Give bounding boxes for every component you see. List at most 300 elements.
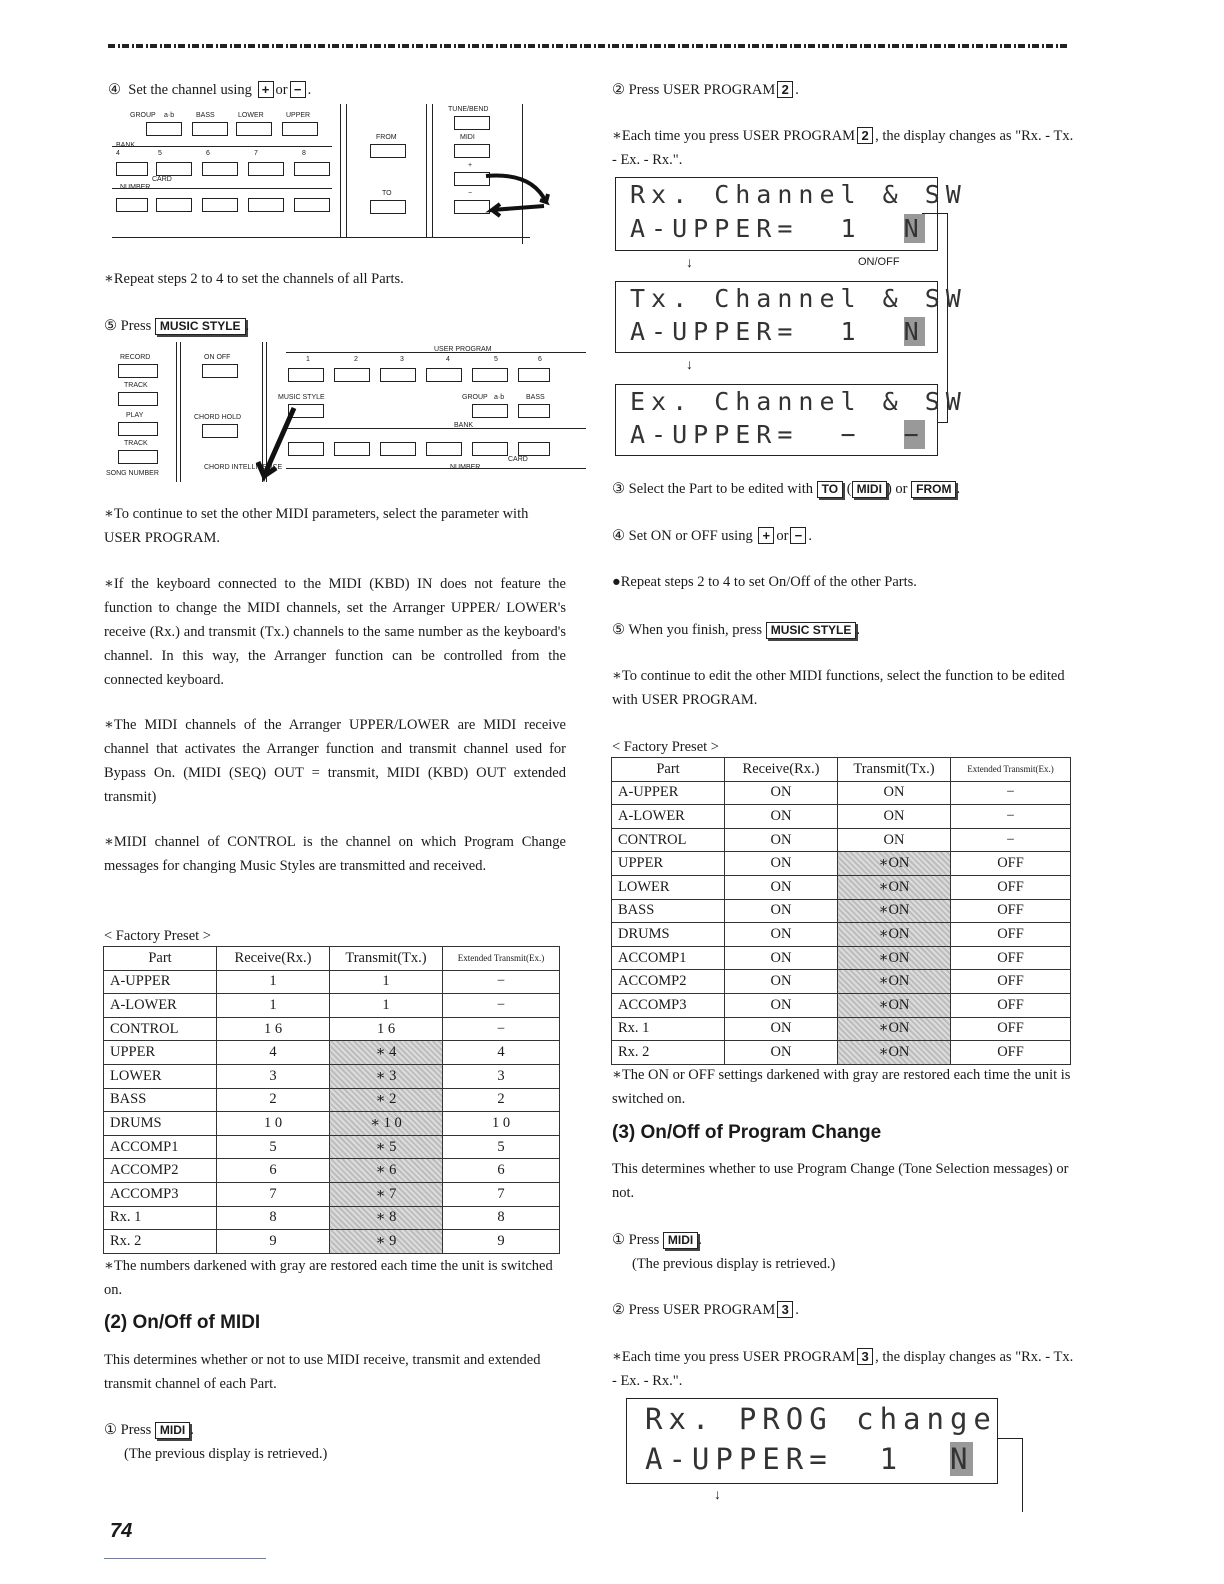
table-cell: ON	[838, 828, 951, 852]
table-cell: ∗ 1 0	[330, 1112, 443, 1136]
right-step1: ① Press MIDI .	[612, 1232, 702, 1248]
table-row	[612, 899, 1071, 923]
panel-label: TUNE/BEND	[448, 106, 489, 113]
down-arrow-icon: ↓	[714, 1488, 721, 1503]
repeat-note: ∗Repeat steps 2 to 4 to set the channels of all Parts.	[104, 271, 404, 287]
note-continue: ∗To continue to set the other MIDI parameters, select the parameter with USER PROGRAM.	[104, 506, 529, 546]
table-cell: ACCOMP1	[104, 1135, 217, 1159]
text: , the display changes as "Rx. - Tx. - Ex. - Rx.".	[612, 128, 1074, 168]
panel-num: 4	[446, 356, 450, 363]
section-body: This determines whether to use Program Change (Tone Selection messages) or not.	[612, 1161, 1069, 1201]
track-button-2[interactable]	[118, 450, 158, 464]
pointer-arrow-icon	[254, 402, 304, 482]
panel-num: 3	[400, 356, 404, 363]
table-cell: 1 6	[217, 1017, 330, 1041]
table-cell: ∗ 7	[330, 1182, 443, 1206]
table-row	[612, 1017, 1071, 1041]
panel-num: 5	[158, 150, 162, 157]
lcd-row: Rx. PROG change	[645, 1402, 997, 1436]
column-header: Receive(Rx.)	[217, 947, 330, 971]
table-cell: Rx. 1	[612, 1017, 725, 1041]
record-button[interactable]	[118, 364, 158, 378]
user-program-1[interactable]	[288, 368, 324, 382]
table-row	[612, 946, 1071, 970]
column-header: Extended Transmit(Ex.)	[951, 758, 1071, 782]
table-cell: OFF	[951, 1041, 1071, 1065]
text: ∗Each time you press USER PROGRAM	[612, 1349, 856, 1365]
table-cell: ON	[725, 923, 838, 947]
table-cell: ON	[725, 875, 838, 899]
table-cell: BASS	[104, 1088, 217, 1112]
table-header-row	[104, 947, 560, 971]
table-cell: 1 0	[443, 1112, 560, 1136]
table-cell: CONTROL	[612, 828, 725, 852]
number-button-8[interactable]	[294, 198, 330, 212]
table-cell: BASS	[612, 899, 725, 923]
table-cell: 1	[330, 994, 443, 1018]
panel-illustration-music-style	[106, 342, 586, 482]
number-button-6[interactable]	[202, 198, 238, 212]
factory-preset-title: < Factory Preset >	[104, 928, 211, 944]
table-cell: ∗ 9	[330, 1230, 443, 1254]
text: ∗Each time you press USER PROGRAM	[612, 128, 856, 144]
bank-button-7[interactable]	[248, 162, 284, 176]
note-channels: ∗The MIDI channels of the Arranger UPPER/LOWER are MIDI receive channel that activates the Arranger function and transmit channel used for Bypass On. (MIDI (SEQ) OUT = transmit, MIDI (KBD) OUT extended transmit)	[104, 717, 566, 805]
table-cell: ∗ON	[838, 852, 951, 876]
step-text: Press	[120, 318, 152, 334]
table-cell: ∗ 5	[330, 1135, 443, 1159]
table-cell: 5	[443, 1135, 560, 1159]
panel-label: LOWER	[238, 112, 264, 119]
number-button-7[interactable]	[248, 198, 284, 212]
panel-num: 1	[306, 356, 310, 363]
table-cell: ON	[725, 828, 838, 852]
chord-hold-button[interactable]	[202, 424, 238, 438]
step-number: ④	[108, 82, 121, 98]
panel-label: NUMBER	[450, 464, 481, 471]
lcd-tx-channel	[615, 281, 967, 353]
or-text: or	[776, 528, 789, 544]
table-cell: 9	[443, 1230, 560, 1254]
table-cell: OFF	[951, 852, 1071, 876]
table-cell: UPPER	[104, 1041, 217, 1065]
table-cell: ON	[725, 970, 838, 994]
step-text: Select the Part to be edited with	[628, 481, 814, 497]
bank-button-5[interactable]	[472, 442, 508, 456]
step-note: (The previous display is retrieved.)	[124, 1446, 328, 1462]
step-text: Press	[628, 1232, 660, 1248]
music-style-key[interactable]: MUSIC STYLE	[155, 318, 246, 335]
section-body: This determines whether or not to use MIDI receive, transmit and extended transmit channel of each Part.	[104, 1352, 541, 1392]
panel-label: a·b	[494, 394, 505, 401]
table-cell: Rx. 2	[104, 1230, 217, 1254]
tune-bend-button[interactable]	[454, 116, 490, 130]
channel-preset-table	[103, 946, 560, 1254]
bank-button-6[interactable]	[518, 442, 550, 456]
from-button[interactable]	[370, 144, 406, 158]
lcd-row: A-UPPER= 1	[645, 1442, 950, 1476]
table-cell: UPPER	[612, 852, 725, 876]
lcd-ex-channel	[615, 384, 967, 456]
bank-button-8[interactable]	[294, 162, 330, 176]
table-cell: ON	[838, 805, 951, 829]
table-cell: A-UPPER	[104, 970, 217, 994]
table-cell: OFF	[951, 970, 1071, 994]
lcd-cursor: N	[903, 317, 925, 346]
table-cell: A-LOWER	[104, 994, 217, 1018]
table-row	[612, 993, 1071, 1017]
panel-num: 6	[538, 356, 542, 363]
column-header: Transmit(Tx.)	[330, 947, 443, 971]
table-row	[612, 875, 1071, 899]
to-button[interactable]	[370, 200, 406, 214]
table-cell: CONTROL	[104, 1017, 217, 1041]
lcd-row: A-UPPER= −	[630, 420, 904, 449]
midi-key[interactable]: MIDI	[155, 1422, 190, 1439]
step-note: (The previous display is retrieved.)	[632, 1256, 836, 1272]
table-note: ∗The ON or OFF settings darkened with gray are restored each time the unit is switched on.	[612, 1067, 1071, 1107]
table-row	[612, 1041, 1071, 1065]
table-cell: −	[951, 805, 1071, 829]
right-each-time-3	[612, 1345, 1074, 1393]
table-cell: 8	[443, 1206, 560, 1230]
table-cell: ∗ 6	[330, 1159, 443, 1183]
panel-label: MUSIC STYLE	[278, 394, 325, 401]
midi-key[interactable]: MIDI	[663, 1232, 698, 1249]
panel-label: GROUP	[462, 394, 488, 401]
table-cell: ∗ON	[838, 923, 951, 947]
lcd-row: Rx. Channel & SW	[630, 180, 967, 209]
bracket	[998, 1438, 1022, 1439]
user-program-4[interactable]	[426, 368, 462, 382]
lcd-row: Ex. Channel & SW	[630, 387, 967, 416]
table-cell: ON	[725, 993, 838, 1017]
table-row	[104, 1206, 560, 1230]
table-row	[104, 1112, 560, 1136]
table-cell: Rx. 1	[104, 1206, 217, 1230]
to-key[interactable]: TO	[817, 481, 843, 498]
bank-button-5[interactable]	[156, 162, 192, 176]
panel-label: MIDI	[460, 134, 475, 141]
table-row	[104, 1017, 560, 1041]
or-text: or	[275, 82, 288, 98]
bass-button[interactable]	[192, 122, 228, 136]
left-step5: ⑤ Press MUSIC STYLE .	[104, 318, 250, 334]
table-cell: 2	[217, 1088, 330, 1112]
panel-label: FROM	[376, 134, 397, 141]
table-cell: ∗ON	[838, 899, 951, 923]
panel-label: RECORD	[120, 354, 151, 361]
table-cell: 1	[330, 970, 443, 994]
section-heading: (3) On/Off of Program Change	[612, 1122, 882, 1143]
table-cell: 6	[443, 1159, 560, 1183]
bank-button-2[interactable]	[334, 442, 370, 456]
bank-button-3[interactable]	[380, 442, 416, 456]
panel-num: 5	[494, 356, 498, 363]
table-cell: ∗ON	[838, 1017, 951, 1041]
user-program-3[interactable]	[380, 368, 416, 382]
user-program-3-key[interactable]: 3	[857, 1348, 873, 1365]
table-cell: ∗ON	[838, 970, 951, 994]
upper-button[interactable]	[282, 122, 318, 136]
table-cell: −	[951, 781, 1071, 805]
panel-label: CARD	[508, 456, 528, 463]
step-text: When you finish, press	[628, 622, 763, 638]
panel-label: CHORD INTELLIGENCE	[204, 464, 283, 471]
table-header-row	[612, 758, 1071, 782]
table-cell: DRUMS	[104, 1112, 217, 1136]
table-cell: −	[443, 1017, 560, 1041]
section-heading: (2) On/Off of MIDI	[104, 1312, 261, 1333]
table-cell: −	[443, 994, 560, 1018]
table-row	[612, 805, 1071, 829]
table-row	[612, 852, 1071, 876]
table-cell: Rx. 2	[612, 1041, 725, 1065]
panel-label: −	[468, 190, 473, 197]
note-control: ∗MIDI channel of CONTROL is the channel on which Program Change messages for changing Music Styles are transmitted and received.	[104, 834, 566, 874]
text: , the display changes as "Rx. - Tx. - Ex. - Rx.".	[612, 1349, 1074, 1389]
panel-label: TO	[382, 190, 392, 197]
table-cell: 6	[217, 1159, 330, 1183]
bank-button-6[interactable]	[202, 162, 238, 176]
table-cell: 1	[217, 994, 330, 1018]
panel-label: GROUP	[130, 112, 156, 119]
lcd-cursor: −	[903, 420, 925, 449]
table-cell: ON	[725, 946, 838, 970]
user-program-5[interactable]	[472, 368, 508, 382]
table-cell: OFF	[951, 899, 1071, 923]
panel-label: BASS	[526, 394, 545, 401]
right-each-time	[612, 124, 1074, 172]
user-program-3-key[interactable]: 3	[777, 1301, 793, 1318]
onoff-label: ON/OFF	[858, 256, 900, 268]
table-cell: ∗ON	[838, 875, 951, 899]
bank-button-4[interactable]	[116, 162, 148, 176]
page-number: 74	[110, 1520, 133, 1542]
user-program-2-key[interactable]: 2	[857, 127, 873, 144]
step-number: ④	[612, 528, 625, 544]
panel-label: USER PROGRAM	[434, 346, 492, 353]
step-number: ③	[612, 481, 625, 497]
panel-label: CARD	[152, 176, 172, 183]
panel-label: ON OFF	[204, 354, 231, 361]
table-cell: −	[443, 970, 560, 994]
or-text: or	[895, 481, 908, 497]
step-number: ⑤	[104, 318, 117, 334]
panel-label: SONG NUMBER	[106, 470, 159, 477]
table-row	[612, 923, 1071, 947]
panel-label: BASS	[196, 112, 215, 119]
panel-label: PLAY	[126, 412, 144, 419]
down-arrow-icon: ↓	[686, 256, 693, 271]
note-continue: ∗To continue to edit the other MIDI functions, select the function to be edited with USER PROGRAM.	[612, 668, 1065, 708]
table-note: ∗The numbers darkened with gray are restored each time the unit is switched on.	[104, 1258, 553, 1298]
panel-label: a·b	[164, 112, 175, 119]
table-cell: 7	[443, 1182, 560, 1206]
music-style-key[interactable]: MUSIC STYLE	[766, 622, 857, 639]
table-cell: 3	[443, 1064, 560, 1088]
user-program-2-key[interactable]: 2	[777, 81, 793, 98]
table-cell: DRUMS	[612, 923, 725, 947]
step-text: Set the channel using	[128, 82, 252, 98]
step-text: Press	[120, 1422, 152, 1438]
table-cell: ∗ 4	[330, 1041, 443, 1065]
table-cell: ∗ 8	[330, 1206, 443, 1230]
table-row	[104, 1064, 560, 1088]
column-header: Transmit(Tx.)	[838, 758, 951, 782]
table-cell: ACCOMP2	[104, 1159, 217, 1183]
minus-key[interactable]: −	[790, 527, 806, 544]
step-number: ⑤	[612, 622, 625, 638]
panel-num: 8	[302, 150, 306, 157]
curved-arrow-icon	[482, 166, 554, 220]
panel-num: 7	[254, 150, 258, 157]
track-button-1[interactable]	[118, 392, 158, 406]
table-cell: ∗ 2	[330, 1088, 443, 1112]
table-row	[104, 1182, 560, 1206]
panel-label: BANK	[454, 422, 474, 429]
table-row	[104, 1088, 560, 1112]
table-cell: ON	[725, 1017, 838, 1041]
midi-button[interactable]	[454, 144, 490, 158]
midi-key[interactable]: MIDI	[852, 481, 887, 498]
table-cell: ON	[725, 805, 838, 829]
group-button[interactable]	[472, 404, 508, 418]
table-cell: LOWER	[612, 875, 725, 899]
column-header: Extended Transmit(Ex.)	[443, 947, 560, 971]
lcd-row: A-UPPER= 1	[630, 317, 904, 346]
bass-button[interactable]	[518, 404, 550, 418]
top-rule	[108, 44, 1070, 48]
from-key[interactable]: FROM	[911, 481, 956, 498]
table-row	[104, 970, 560, 994]
table-cell: 4	[443, 1041, 560, 1065]
table-cell: OFF	[951, 946, 1071, 970]
table-cell: ON	[838, 781, 951, 805]
table-row	[104, 994, 560, 1018]
left-step1: ① Press MIDI .	[104, 1422, 194, 1438]
play-button[interactable]	[118, 422, 158, 436]
plus-key[interactable]: +	[758, 527, 774, 544]
table-row	[104, 1159, 560, 1183]
right-step2b: ② Press USER PROGRAM 3 .	[612, 1302, 799, 1318]
table-cell: OFF	[951, 923, 1071, 947]
repeat-note: ●Repeat steps 2 to 4 to set On/Off of the other Parts.	[612, 574, 917, 590]
table-cell: ON	[725, 1041, 838, 1065]
lcd-row: Tx. Channel & SW	[630, 284, 967, 313]
table-cell: 1 0	[217, 1112, 330, 1136]
table-cell: −	[951, 828, 1071, 852]
table-cell: A-UPPER	[612, 781, 725, 805]
table-cell: ACCOMP3	[104, 1182, 217, 1206]
table-cell: ON	[725, 781, 838, 805]
panel-label: TRACK	[124, 382, 148, 389]
table-cell: ∗ 3	[330, 1064, 443, 1088]
panel-label: +	[468, 162, 473, 169]
plus-key[interactable]: +	[258, 81, 274, 98]
step-text: Press USER PROGRAM	[628, 1302, 776, 1318]
table-cell: 2	[443, 1088, 560, 1112]
right-step5: ⑤ When you finish, press MUSIC STYLE .	[612, 622, 860, 638]
panel-label: CHORD HOLD	[194, 414, 242, 421]
table-cell: OFF	[951, 1017, 1071, 1041]
table-cell: ACCOMP1	[612, 946, 725, 970]
panel-illustration-channel	[112, 104, 530, 244]
lcd-rx-channel	[615, 177, 967, 251]
bracket	[1022, 1438, 1023, 1512]
table-cell: 5	[217, 1135, 330, 1159]
table-cell: 8	[217, 1206, 330, 1230]
table-cell: ∗ON	[838, 993, 951, 1017]
lcd-cursor: N	[903, 214, 925, 243]
table-cell: LOWER	[104, 1064, 217, 1088]
table-row	[104, 1230, 560, 1254]
lcd-row: A-UPPER= 1	[630, 214, 904, 243]
step-number: ②	[612, 1302, 625, 1318]
table-cell: ∗ON	[838, 946, 951, 970]
step-number: ②	[612, 82, 625, 98]
on-off-button[interactable]	[202, 364, 238, 378]
step-text: Press USER PROGRAM	[628, 82, 776, 98]
panel-num: 2	[354, 356, 358, 363]
panel-num: 4	[116, 150, 120, 157]
table-row	[612, 828, 1071, 852]
table-cell: ON	[725, 852, 838, 876]
right-step3: ③ Select the Part to be edited with TO ( MIDI ) or FROM .	[612, 481, 961, 497]
number-button-4[interactable]	[116, 198, 148, 212]
table-cell: 9	[217, 1230, 330, 1254]
bracket	[922, 213, 948, 214]
group-button[interactable]	[146, 122, 182, 136]
table-cell: 1	[217, 970, 330, 994]
table-cell: ACCOMP2	[612, 970, 725, 994]
column-header: Receive(Rx.)	[725, 758, 838, 782]
panel-label: TRACK	[124, 440, 148, 447]
right-step2: ② Press USER PROGRAM 2 .	[612, 82, 799, 98]
lcd-cursor: N	[949, 1442, 974, 1476]
minus-key[interactable]: −	[290, 81, 306, 98]
table-row	[612, 970, 1071, 994]
table-cell: 3	[217, 1064, 330, 1088]
table-row	[104, 1135, 560, 1159]
onoff-preset-table	[611, 757, 1071, 1065]
table-cell: ∗ON	[838, 1041, 951, 1065]
table-cell: 1 6	[330, 1017, 443, 1041]
user-program-2[interactable]	[334, 368, 370, 382]
table-cell: OFF	[951, 875, 1071, 899]
column-header: Part	[104, 947, 217, 971]
user-program-6[interactable]	[518, 368, 550, 382]
table-row	[104, 1041, 560, 1065]
table-cell: 7	[217, 1182, 330, 1206]
table-row	[612, 781, 1071, 805]
footer-rule	[104, 1558, 266, 1559]
bank-button-4[interactable]	[426, 442, 462, 456]
lcd-prog-change	[626, 1398, 998, 1484]
factory-preset-title: < Factory Preset >	[612, 739, 719, 755]
panel-num: 6	[206, 150, 210, 157]
table-cell: ON	[725, 899, 838, 923]
panel-label: BANK	[116, 142, 136, 149]
table-cell: OFF	[951, 993, 1071, 1017]
number-button-5[interactable]	[156, 198, 192, 212]
column-header: Part	[612, 758, 725, 782]
left-step4: ④ Set the channel using + or − .	[108, 82, 312, 98]
panel-label: NUMBER	[120, 184, 151, 191]
table-cell: 4	[217, 1041, 330, 1065]
lower-button[interactable]	[236, 122, 272, 136]
right-step4: ④ Set ON or OFF using + or − .	[612, 528, 813, 544]
